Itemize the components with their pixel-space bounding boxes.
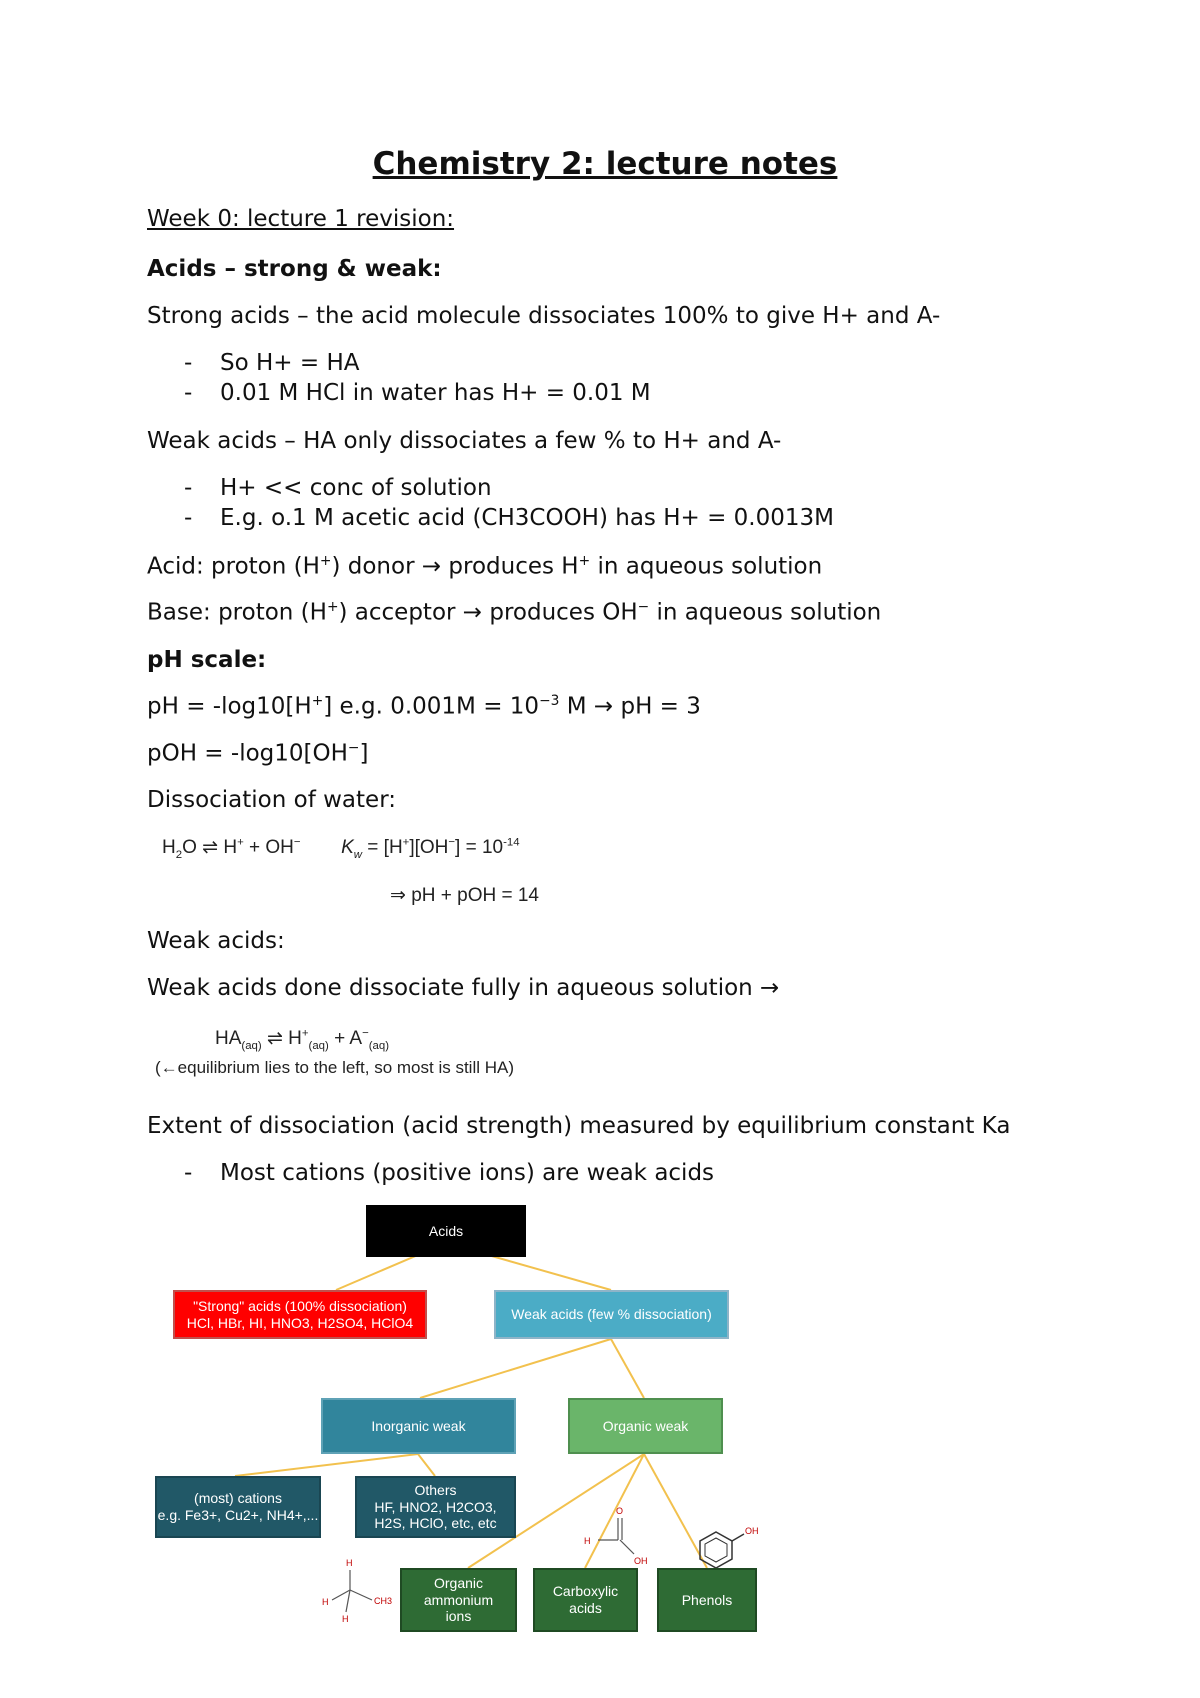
acid-definition: Acid: proton (H+) donor → produces H+ in aqueous solution — [147, 553, 823, 580]
diagram-node-organic-weak: Organic weak — [568, 1398, 723, 1454]
molecule-atom-label: OH — [745, 1526, 759, 1536]
bullet-dash: - — [184, 350, 193, 376]
connector-line — [585, 1454, 644, 1568]
diagram-node-acids: Acids — [366, 1205, 526, 1257]
list-item-text: So H+ = HA — [220, 350, 360, 376]
ph-formula: pH = -log10[H+] e.g. $0.001M = 10^{-3}$ M → pH = 3 — [147, 693, 701, 720]
section-heading-ph: pH scale: — [147, 647, 267, 673]
molecule-atom-label: H — [584, 1536, 591, 1546]
weak-acids-description: Weak acids done dissociate fully in aqueous solution → — [147, 975, 780, 1001]
week-heading: Week 0: lecture 1 revision: — [147, 206, 455, 232]
phenol-molecule-icon — [700, 1532, 744, 1568]
poh-formula: pOH = -log10[OH−] — [147, 740, 369, 767]
connector-line — [235, 1454, 418, 1476]
dissociation-water-label: Dissociation of water: — [147, 787, 396, 813]
weak-acids-line: Weak acids – HA only dissociates a few % to H+ and A- — [147, 428, 782, 454]
molecule-atom-label: CH3 — [374, 1596, 393, 1606]
molecule-atom-label: H — [342, 1614, 349, 1624]
water-equation: $H_2O$ ⇌ H+ + OH− $K_w = [H^+][OH^-] = 10^{-14}$ — [162, 836, 520, 861]
bullet-dash: - — [184, 475, 193, 501]
bullet-dash: - — [184, 505, 193, 531]
bullet-dash: - — [184, 1160, 193, 1186]
diagram-node-strong-acids: "Strong" acids (100% dissociation) HCl, HBr, HI, HNO3, H2SO4, HClO4 — [173, 1290, 427, 1339]
molecule-atom-label: O — [616, 1506, 624, 1516]
section-heading-acids: Acids – strong & weak: — [147, 256, 442, 282]
diagram-node-inorganic-weak: Inorganic weak — [321, 1398, 516, 1454]
diagram-node-others: Others HF, HNO2, H2CO3, H2S, HClO, etc, etc — [355, 1476, 516, 1538]
diagram-node-cations: (most) cations e.g. Fe3+, Cu2+, NH4+,... — [155, 1476, 321, 1538]
diagram-node-weak-acids: Weak acids (few % dissociation) — [494, 1290, 729, 1339]
weak-acids-heading: Weak acids: — [147, 928, 285, 954]
carboxylic-molecule-icon — [598, 1518, 634, 1554]
list-item-text: Most cations (positive ions) are weak acids — [220, 1160, 715, 1186]
diagram-node-phenols: Phenols — [657, 1568, 757, 1632]
ha-equilibrium-equation: $HA_{(aq)}$ ⇌ $H^+_{(aq)} + A^-_{(aq)}$ — [215, 1027, 389, 1052]
ammonium-molecule-icon — [332, 1570, 372, 1612]
base-definition: Base: proton (H+) acceptor → produces OH− in aqueous solution — [147, 599, 882, 626]
molecule-atom-label: H — [346, 1558, 353, 1568]
connector-line — [420, 1339, 611, 1398]
equilibrium-note: (←equilibrium lies to the left, so most is still HA) — [155, 1058, 514, 1077]
connector-line — [418, 1454, 435, 1476]
molecule-atom-label: H — [322, 1597, 329, 1607]
list-item-text: H+ << conc of solution — [220, 475, 492, 501]
page-title: Chemistry 2: lecture notes — [372, 146, 838, 182]
list-item-text: E.g. o.1 M acetic acid (CH3COOH) has H+ = 0.0013M — [220, 505, 834, 531]
connector-line — [644, 1454, 707, 1568]
diagram-node-organic-ammonium: Organic ammonium ions — [400, 1568, 517, 1632]
list-item-text: 0.01 M HCl in water has H+ = 0.01 M — [220, 380, 651, 406]
bullet-dash: - — [184, 380, 193, 406]
connector-line — [611, 1339, 644, 1398]
diagram-node-carboxylic-acids: Carboxylic acids — [533, 1568, 638, 1632]
extent-line: Extent of dissociation (acid strength) measured by equilibrium constant Ka — [147, 1113, 1011, 1139]
molecule-atom-label: OH — [634, 1556, 648, 1566]
strong-acids-line: Strong acids – the acid molecule dissociates 100% to give H+ and A- — [147, 303, 941, 329]
ph-poh-equation: ⇒ pH + pOH = 14 — [390, 885, 539, 906]
